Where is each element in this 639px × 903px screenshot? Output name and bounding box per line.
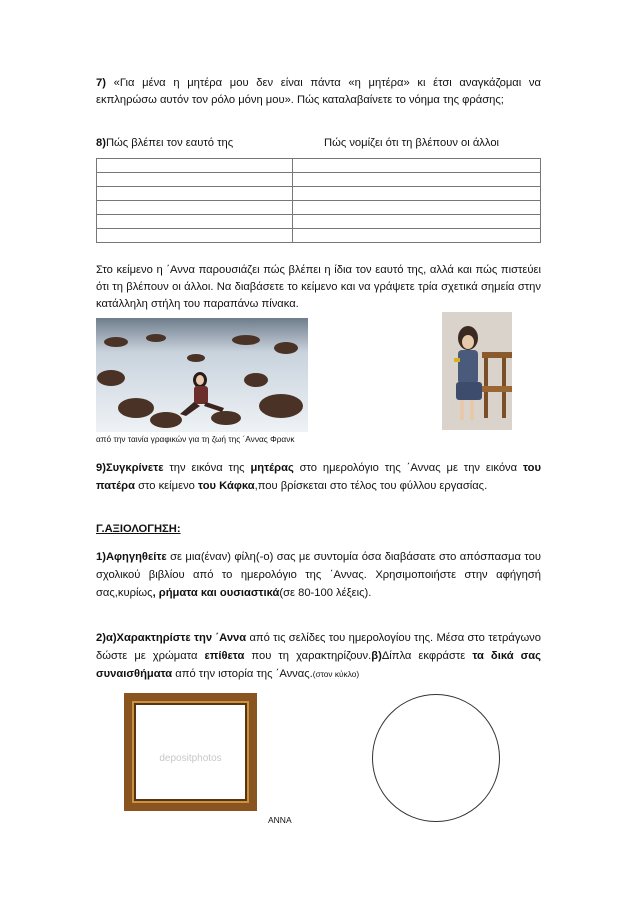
question-7-number: 7) [96, 77, 106, 89]
question-9 [96, 459, 541, 495]
table-row [97, 215, 541, 229]
evaluation-2-text-2: που τη χαρακτηρίζουν. [244, 650, 372, 662]
anne-figure-image [442, 312, 512, 430]
self-view-cell [97, 201, 293, 215]
evaluation-1-text-2: (σε 80-100 λέξεις). [279, 587, 372, 599]
evaluation-1-verb: 1)Αφηγηθείτε [96, 551, 167, 563]
animation-still-image [96, 318, 308, 432]
feelings-circle [372, 694, 500, 822]
others-view-cell [292, 187, 540, 201]
anna-label: ΑΝΝΑ [268, 815, 292, 825]
self-view-cell [97, 187, 293, 201]
question-8-headers [96, 135, 541, 152]
question-8-table [96, 158, 541, 243]
image-caption: από την ταινία γραφικών για τη ζωή της ΄Αννας Φρανκ [96, 434, 295, 444]
picture-frame-inner [136, 705, 245, 799]
evaluation-2-verb: 2)α)Χαρακτηρίστε την ΄Αννα [96, 632, 247, 644]
self-view-cell [97, 215, 293, 229]
evaluation-2-text-1: από τις σελίδες του ημερολογίου της. Μέσα στο τετράγωνο δώστε με χρώματα [96, 632, 541, 662]
table-row [97, 229, 541, 243]
question-9-verb: Συγκρίνετε [105, 462, 164, 474]
figure-on-bench-illustration [442, 312, 512, 430]
self-view-cell [97, 159, 293, 173]
evaluation-1-text-1: σε μια(έναν) φίλη(-ο) σας με συντομία όσα διαβάσατε στο απόσπασμα του σχολικού βιβλίου από το ημερολόγιο της ΄Αννας. Χρησιμοποιήστε στην αφήγησή σας,κυρίως [96, 551, 541, 599]
question-9-number: 9) [96, 462, 106, 474]
question-8-left-header: Πώς βλέπει τον εαυτό της [105, 137, 234, 149]
evaluation-question-2 [96, 629, 541, 683]
self-view-cell [97, 229, 293, 243]
question-9-text-1: την εικόνα της [163, 462, 251, 474]
question-9-text-4: ,που βρίσκεται στο τέλος του φύλλου εργασίας. [254, 480, 488, 492]
others-view-cell [292, 229, 540, 243]
table-row [97, 159, 541, 173]
others-view-cell [292, 159, 540, 173]
evaluation-2-adjectives: επίθετα [204, 650, 245, 662]
others-view-cell [292, 215, 540, 229]
self-view-cell [97, 173, 293, 187]
evaluation-2-text-4: από την ιστορία της ΄Αννας. [172, 668, 313, 680]
evaluation-2-text-3: Δίπλα εκφράστε [381, 650, 473, 662]
table-row [97, 187, 541, 201]
question-8-instruction: Στο κείμενο η ΄Αννα παρουσιάζει πώς βλέπει η ίδια τον εαυτό της, αλλά και πώς πιστεύει ότι τη βλέπουν οι άλλοι. Να διαβάσετε το κείμενο και να γράψετε τρία σχετικά σημεία στην κατάλληλη στήλη του παραπάνω πίνακα. [96, 264, 541, 310]
picture-frame-square [124, 693, 257, 811]
evaluation-2-feelings: τα δικά σας συναισθήματα [96, 650, 541, 680]
question-8-right-header: Πώς νομίζει ότι τη βλέπουν οι άλλοι [324, 137, 500, 149]
question-9-father: του πατέρα [96, 462, 541, 492]
frame-watermark: depositphotos [159, 753, 222, 764]
question-9-text-2: στο ημερολόγιο της ΄Αννας με την εικόνα [293, 462, 523, 474]
question-9-kafka: του Κάφκα [198, 480, 255, 492]
section-c-title: Γ.ΑΞΙΟΛΟΓΗΣΗ: [96, 523, 181, 535]
question-9-mother: μητέρας [250, 462, 294, 474]
others-view-cell [292, 173, 540, 187]
question-7 [96, 75, 541, 109]
evaluation-2-part-b: β) [371, 650, 382, 662]
question-8-number: 8) [96, 137, 106, 149]
evaluation-question-1 [96, 548, 541, 602]
table-row [97, 201, 541, 215]
snow-field-illustration [96, 318, 308, 432]
table-row [97, 173, 541, 187]
question-9-text-3: στο κείμενο [134, 480, 199, 492]
question-7-text: «Για μένα η μητέρα μου δεν είναι πάντα «η μητέρα» κι έτσι αναγκάζομαι να εκπληρώσω αυτόν τον ρόλο μόνη μου». Πώς καταλαβαίνετε το νόημα της φράσης; [96, 77, 541, 106]
evaluation-1-bold: , ρήματα και ουσιαστικά [152, 587, 280, 599]
evaluation-2-circle-note: (στον κύκλο) [312, 669, 360, 679]
others-view-cell [292, 201, 540, 215]
